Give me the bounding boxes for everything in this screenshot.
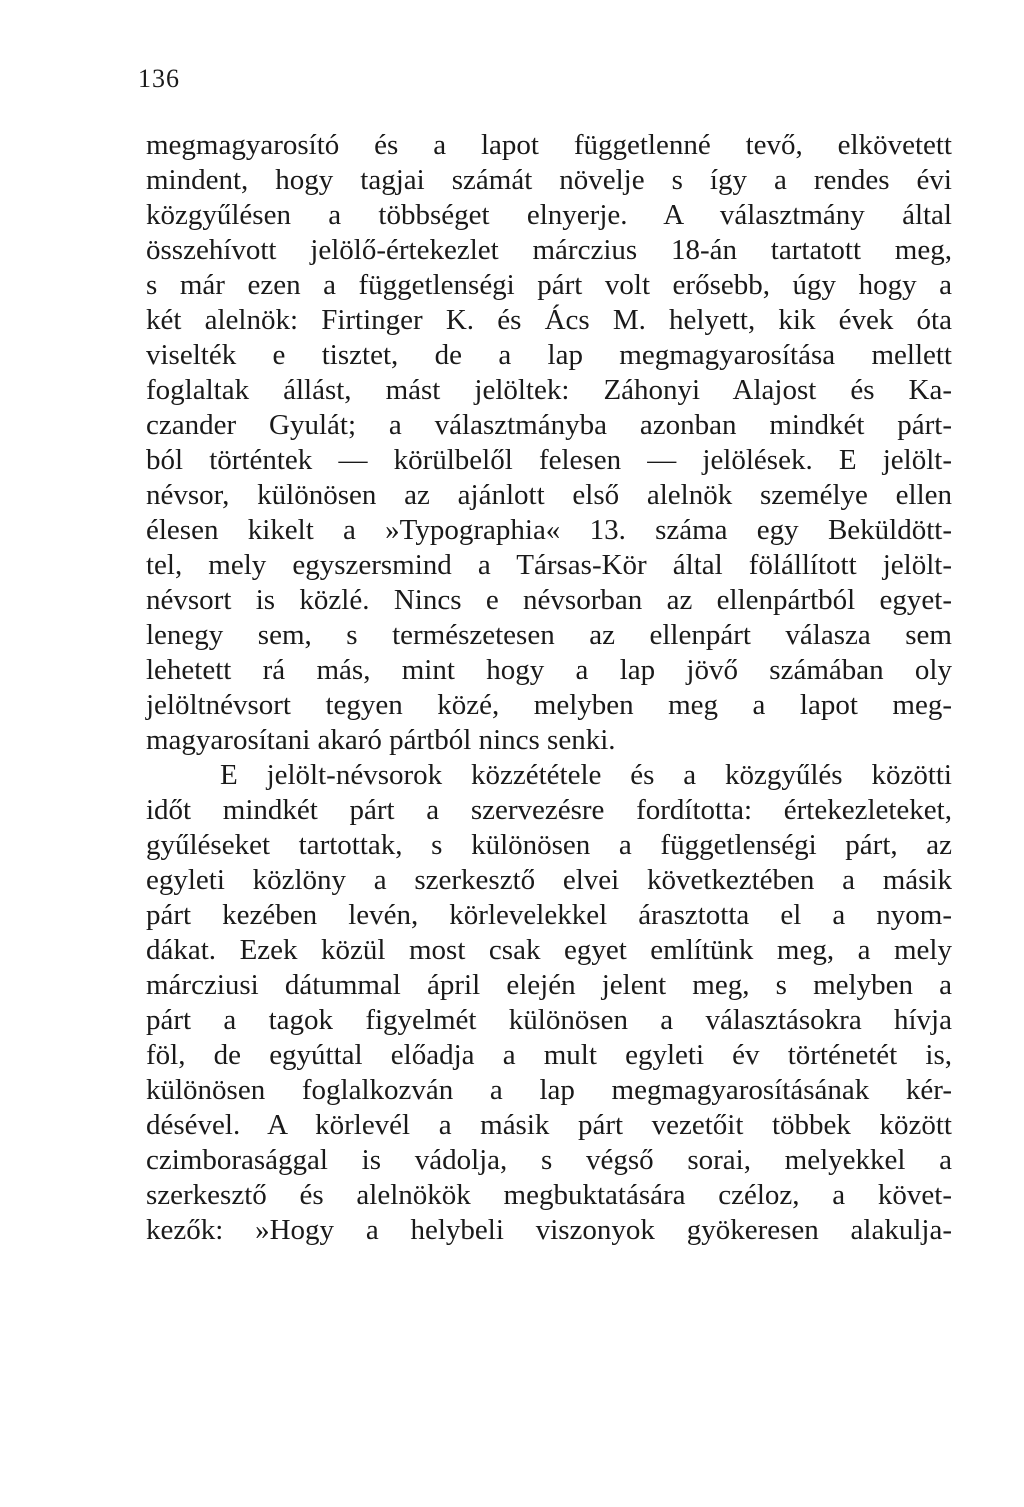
text-line: kezők: »Hogy a helybeli viszonyok gyökeresen alakulja- [146,1214,952,1246]
text-line: márcziusi dátummal ápril elején jelent meg, s melyben a [146,969,952,1001]
text-line: különösen foglalkozván a lap megmagyarosításának kér- [146,1074,952,1106]
text-line: lehetett rá más, mint hogy a lap jövő számában oly [146,654,952,686]
text-line: czander Gyulát; a választmányba azonban mindkét párt- [146,409,952,441]
text-line: tel, mely egyszersmind a Társas-Kör által fölállított jelölt- [146,549,952,581]
text-line: föl, de egyúttal előadja a mult egyleti év történetét is, [146,1039,952,1071]
text-line: összehívott jelölő-értekezlet márczius 18-án tartatott meg, [146,234,952,266]
text-line: ból történtek — körülbelől felesen — jelölések. E jelölt- [146,444,952,476]
text-line: megmagyarosító és a lapot függetlenné tevő, elkövetett [146,129,952,161]
text-line: névsort is közlé. Nincs e névsorban az ellenpártból egyet- [146,584,952,616]
text-line: s már ezen a függetlenségi párt volt erősebb, úgy hogy a [146,269,952,301]
text-line: viselték e tisztet, de a lap megmagyarosítása mellett [146,339,952,371]
paragraph-start-line: E jelölt-névsorok közzététele és a közgyűlés közötti [220,759,952,791]
text-line: lenegy sem, s természetesen az ellenpárt válasza sem [146,619,952,651]
text-line: dákat. Ezek közül most csak egyet említünk meg, a mely [146,934,952,966]
text-line: désével. A körlevél a másik párt vezetőit többek között [146,1109,952,1141]
text-line: két alelnök: Firtinger K. és Ács M. helyett, kik évek óta [146,304,952,336]
text-line: időt mindkét párt a szervezésre fordította: értekezleteket, [146,794,952,826]
text-line: jelöltnévsort tegyen közé, melyben meg a lapot meg- [146,689,952,721]
text-line: mindent, hogy tagjai számát növelje s így a rendes évi [146,164,952,196]
text-line: foglaltak állást, mást jelöltek: Záhonyi Alajost és Ka- [146,374,952,406]
paragraph-end-line: magyarosítani akaró pártból nincs senki. [146,724,616,756]
text-line: élesen kikelt a »Typographia« 13. száma egy Beküldött- [146,514,952,546]
text-line: egyleti közlöny a szerkesztő elvei következtében a másik [146,864,952,896]
body-text [146,128,952,1248]
text-line: gyűléseket tartottak, s különösen a függetlenségi párt, az [146,829,952,861]
page-number: 136 [138,64,180,93]
text-line: párt a tagok figyelmét különösen a választásokra hívja [146,1004,952,1036]
text-line: közgyűlésen a többséget elnyerje. A választmány által [146,199,952,231]
text-line: párt kezében levén, körlevelekkel árasztotta el a nyom- [146,899,952,931]
text-line: czimborasággal is vádolja, s végső sorai, melyekkel a [146,1144,952,1176]
text-line: névsor, különösen az ajánlott első alelnök személye ellen [146,479,952,511]
text-line: szerkesztő és alelnökök megbuktatására czéloz, a követ- [146,1179,952,1211]
